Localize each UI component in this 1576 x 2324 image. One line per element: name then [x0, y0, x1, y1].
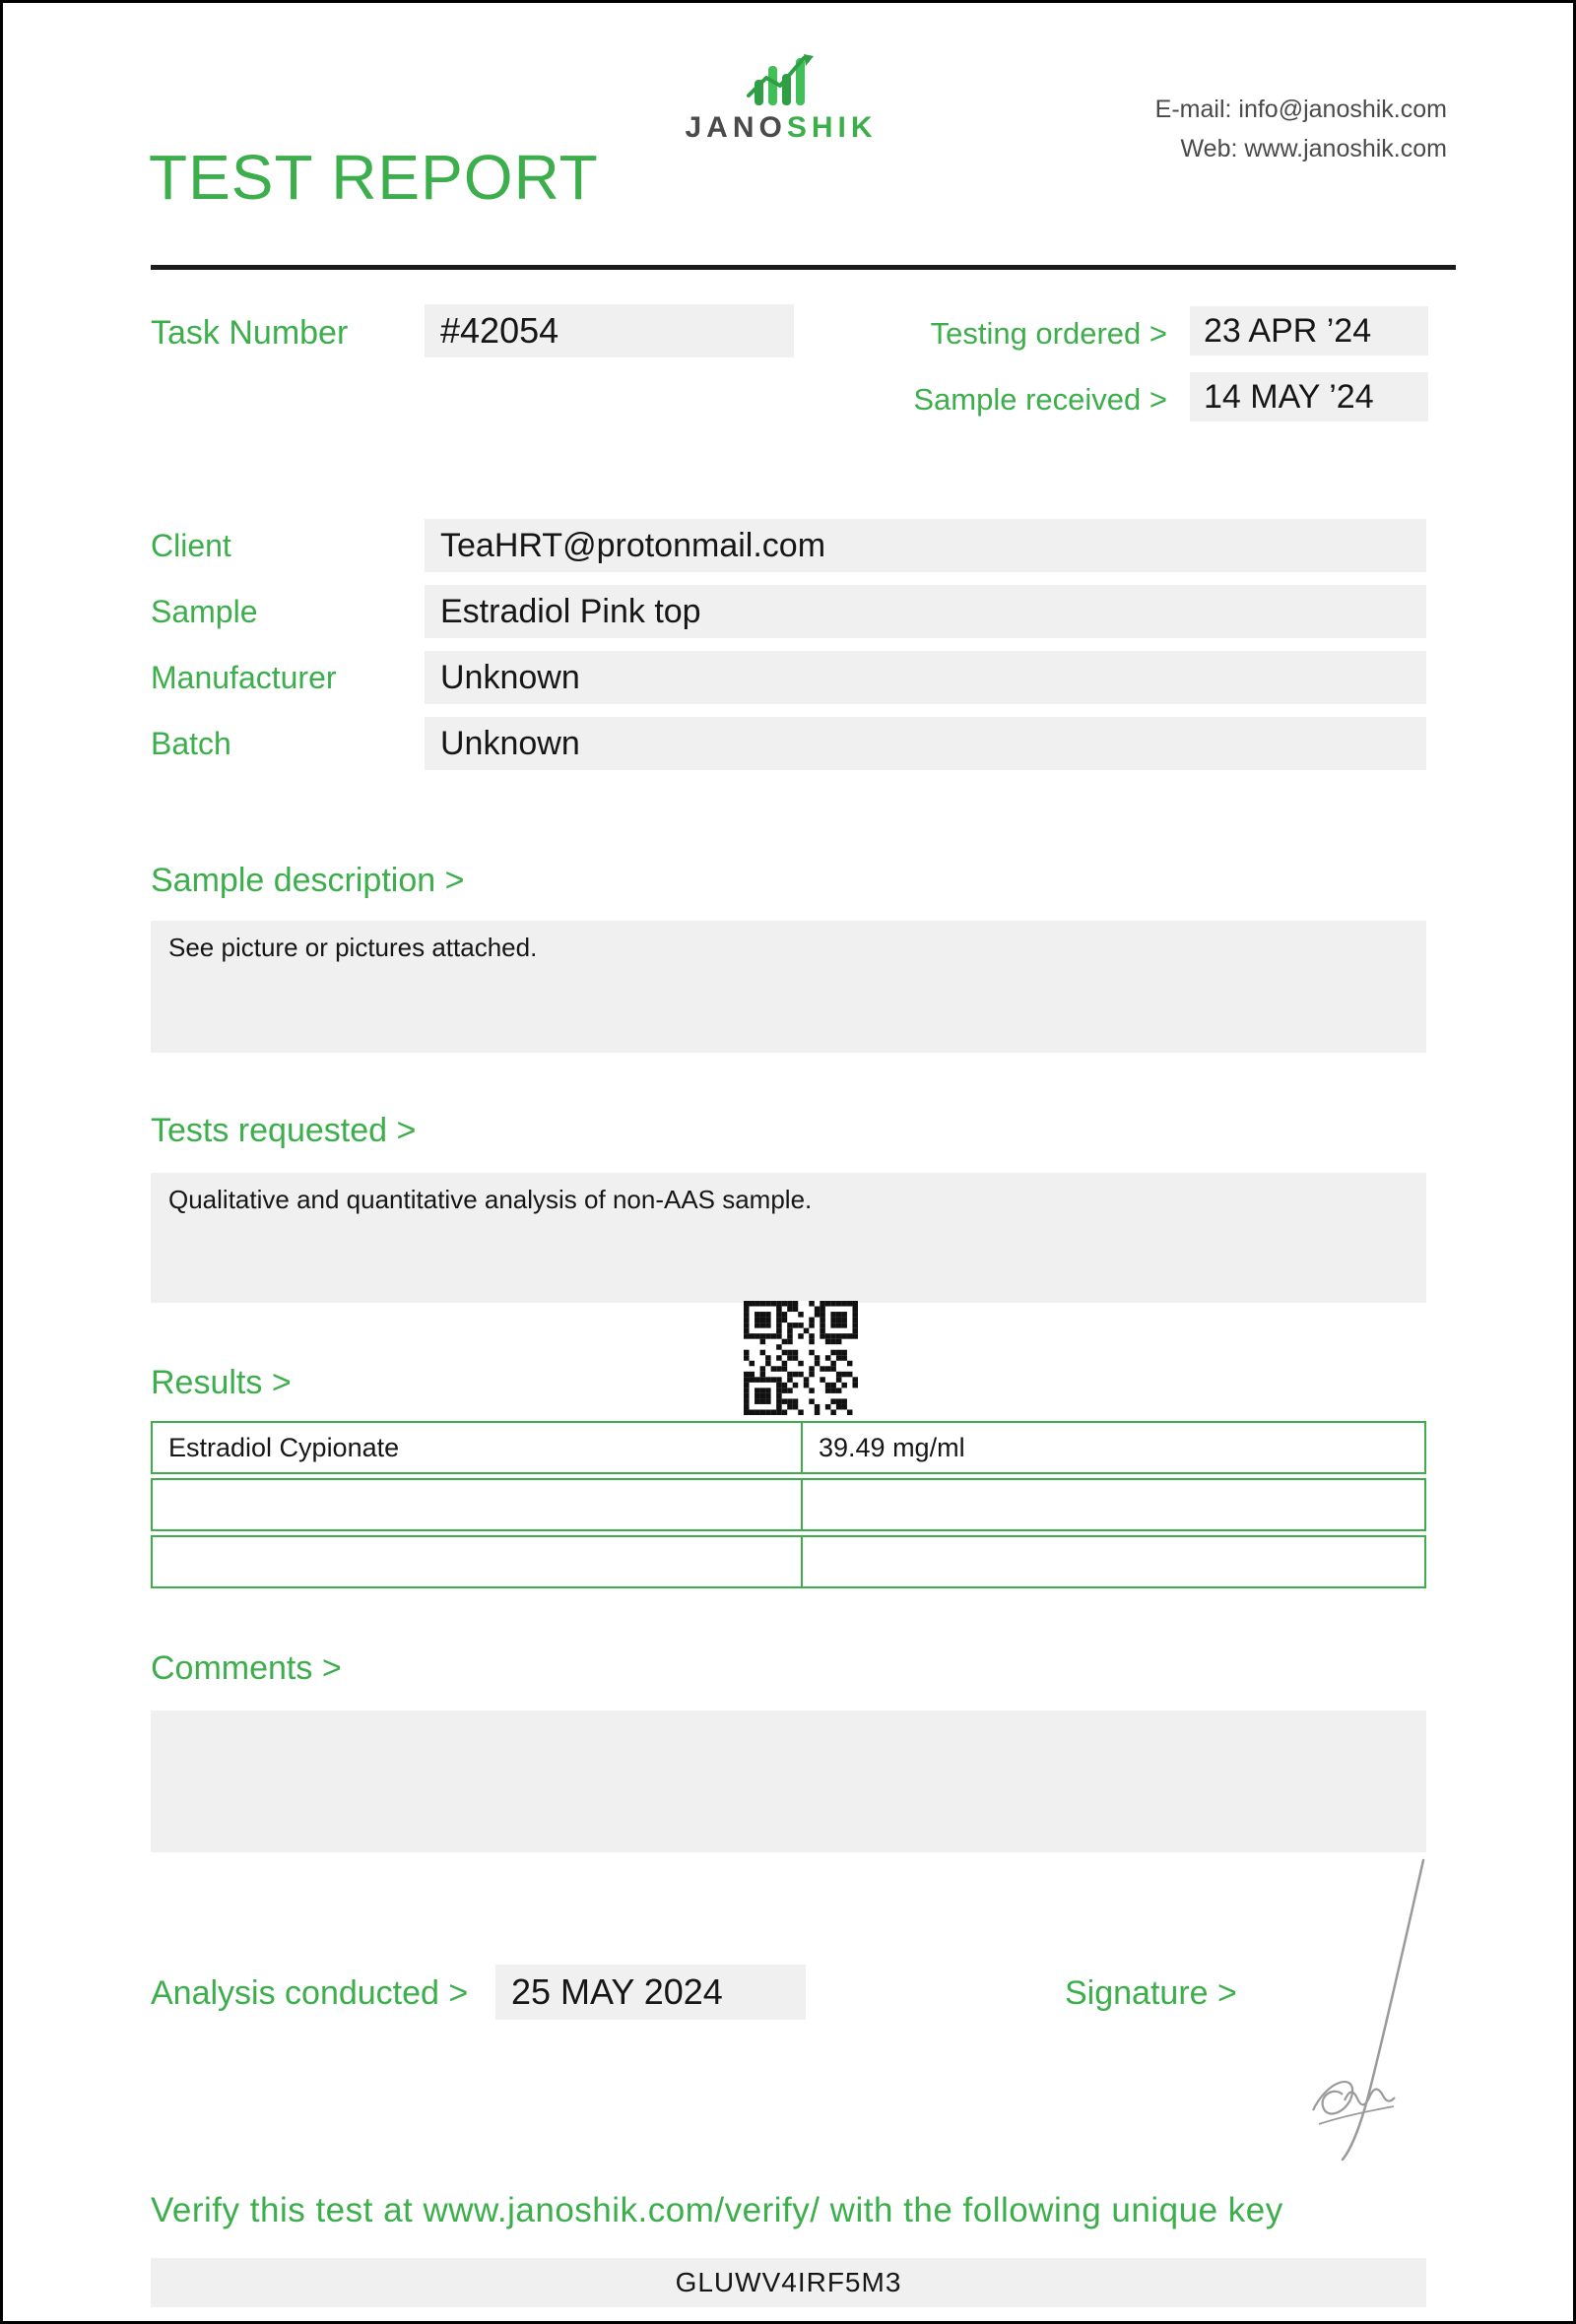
info-row-sample	[151, 585, 1426, 638]
result-value-cell: 39.49 mg/ml	[801, 1421, 1426, 1474]
batch-label: Batch	[151, 725, 231, 761]
contact-block	[1155, 90, 1447, 168]
qr-code-icon	[744, 1301, 858, 1415]
result-value-cell	[801, 1535, 1426, 1588]
task-number-value: #42054	[425, 304, 794, 357]
contact-web: Web: www.janoshik.com	[1180, 135, 1447, 162]
signature-label: Signature >	[1065, 1974, 1237, 2012]
analysis-conducted-value: 25 MAY 2024	[495, 1965, 806, 2020]
analysis-conducted-label: Analysis conducted >	[151, 1974, 469, 2012]
info-row-manufacturer	[151, 651, 1426, 704]
signature-image	[1283, 1852, 1451, 2167]
report-title: TEST REPORT	[149, 142, 599, 213]
result-name-cell	[151, 1478, 803, 1531]
tests-requested-box: Qualitative and quantitative analysis of non-AAS sample.	[151, 1173, 1426, 1303]
batch-value: Unknown	[425, 717, 1426, 770]
contact-email: E-mail: info@janoshik.com	[1154, 96, 1447, 123]
manufacturer-label: Manufacturer	[151, 659, 337, 695]
logo-part-shik: SHIK	[786, 111, 878, 144]
results-heading: Results >	[151, 1364, 292, 1401]
result-row	[151, 1478, 1426, 1531]
result-row	[151, 1421, 1426, 1474]
results-table	[151, 1421, 1426, 1588]
result-row	[151, 1535, 1426, 1588]
testing-ordered-value: 23 APR ’24	[1190, 306, 1428, 355]
logo-bars-icon	[737, 52, 825, 109]
janoshik-logo	[633, 52, 929, 145]
manufacturer-value: Unknown	[425, 651, 1426, 704]
header-rule	[151, 265, 1456, 270]
comments-heading: Comments >	[151, 1649, 342, 1687]
result-name-cell	[151, 1535, 803, 1588]
testing-ordered-label: Testing ordered >	[930, 316, 1167, 351]
sample-description-heading: Sample description >	[151, 862, 465, 899]
info-block	[151, 519, 1426, 783]
sample-received-value: 14 MAY ’24	[1190, 372, 1428, 421]
verify-text: Verify this test at www.janoshik.com/verify/ with the following unique key	[151, 2191, 1283, 2229]
info-row-batch	[151, 717, 1426, 770]
sample-label: Sample	[151, 593, 258, 629]
logo-wordmark	[633, 111, 929, 145]
tests-requested-heading: Tests requested >	[151, 1112, 417, 1149]
comments-box	[151, 1711, 1426, 1852]
info-row-client	[151, 519, 1426, 572]
result-value-cell	[801, 1478, 1426, 1531]
logo-part-jano: JANO	[685, 111, 787, 144]
result-name-cell: Estradiol Cypionate	[151, 1421, 803, 1474]
sample-description-box: See picture or pictures attached.	[151, 921, 1426, 1053]
sample-received-label: Sample received >	[913, 382, 1167, 417]
client-label: Client	[151, 527, 231, 563]
task-number-label: Task Number	[151, 314, 349, 352]
verify-key: GLUWV4IRF5M3	[151, 2258, 1426, 2307]
client-value: TeaHRT@protonmail.com	[425, 519, 1426, 572]
sample-value: Estradiol Pink top	[425, 585, 1426, 638]
